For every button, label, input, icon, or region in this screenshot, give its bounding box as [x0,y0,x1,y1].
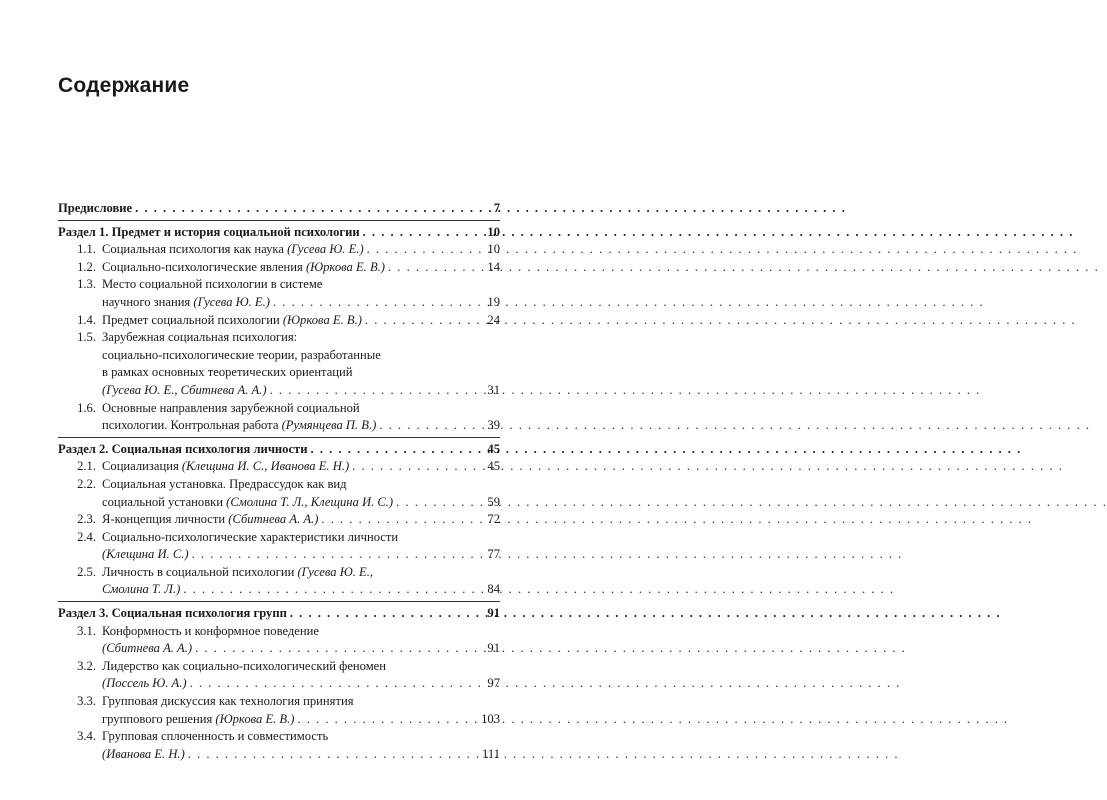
toc-entry [58,658,500,693]
entry-line [102,746,500,764]
entry-line [58,605,500,623]
entry-line [102,623,500,641]
toc-entry [58,329,500,399]
dot-leader [273,294,483,312]
entry-title: Групповая сплоченность и совместимость [102,729,329,744]
entry-number: 1.5. [77,330,96,345]
entry-title: Раздел 1. Предмет и история социальной психологии [58,224,360,239]
entry-line [102,259,500,277]
entry-line [102,312,500,330]
dot-leader [135,200,483,218]
entry-title: социально-психологические теории, разработанные [102,347,381,362]
entry-line [102,400,500,418]
page-number: 91 [487,641,500,656]
toc-entry [58,623,500,658]
entry-line [102,476,500,494]
entry-title: группового решения [102,711,216,726]
section-divider [58,437,500,438]
entry-author: (Клещина И. С., Иванова Е. Н.) [181,459,350,474]
toc-entry [58,400,500,435]
entry-title: Социально-психологические характеристики личности [102,529,399,544]
page-number: 72 [487,512,500,527]
entry-author: (Сбитнева А. А.) [102,641,193,656]
dot-leader [183,581,483,599]
entry-number: 2.1. [77,459,96,474]
entry-line [102,276,500,294]
entry-number: 1.4. [77,312,96,327]
page-number: 31 [487,382,500,397]
toc-entry [58,458,500,476]
dot-leader [192,546,483,564]
entry-line [102,241,500,259]
page-number: 77 [487,547,500,562]
page-number: 39 [487,418,500,433]
dot-leader [290,605,483,623]
dot-leader [188,746,479,764]
entry-author: (Гусева Ю. Е.) [287,242,364,257]
page-title: Содержание [58,74,190,97]
entry-author: (Клещина И. С.) [102,547,189,562]
dot-leader [297,711,478,729]
toc-entry [58,241,500,259]
entry-line [102,382,500,400]
toc-entry [58,564,500,599]
entry-title: Место социальной психологии в системе [102,277,323,292]
entry-line [102,728,500,746]
entry-author: Смолина Т. Л.) [102,582,181,597]
toc-entry [58,693,500,728]
entry-title: социальной установки [102,494,227,509]
entry-author: (Иванова Е. Н.) [102,746,185,761]
entry-title: Предмет социальной психологии [102,312,283,327]
entry-author: (Юркова Е. В.) [215,711,295,726]
dot-leader [388,259,483,277]
entry-title: Групповая дискуссия как технология принятия [102,694,354,709]
entry-title: в рамках основных теоретических ориентаций [102,365,353,380]
dot-leader [195,640,483,658]
dot-leader [190,675,483,693]
page-number: 7 [493,201,500,215]
dot-leader [367,241,483,259]
entry-title: Лидерство как социально-психологический феномен [102,658,387,673]
entry-line [102,458,500,476]
entry-number: 3.1. [77,623,96,638]
entry-title: Социальная установка. Предрассудок как вид [102,476,347,491]
entry-title: Предисловие [58,201,133,215]
page-number: 111 [482,746,500,761]
dot-leader [396,494,483,512]
entry-title: Раздел 3. Социальная психология групп [58,606,287,621]
page-number: 10 [487,242,500,257]
page-number: 84 [487,582,500,597]
entry-line [102,494,500,512]
dot-leader [363,224,483,242]
entry-title: Основные направления зарубежной социальной [102,400,360,415]
dot-leader [321,511,483,529]
entry-line [102,347,500,365]
entry-line [102,417,500,435]
entry-title: Конформность и конформное поведение [102,623,319,638]
entry-number: 3.2. [77,658,96,673]
entry-author: (Смолина Т. Л., Клещина И. С.) [226,494,394,509]
entry-title: Социализация [102,459,182,474]
entry-number: 2.2. [77,476,96,491]
entry-title: Социальная психология как наука [102,242,288,257]
toc-section-heading [58,200,500,218]
toc-entry [58,511,500,529]
entry-author: (Поссель Ю. А.) [102,676,187,691]
entry-number: 3.3. [77,694,96,709]
entry-title: Зарубежная социальная психология: [102,330,298,345]
entry-number: 2.3. [77,512,96,527]
entry-number: 1.3. [77,277,96,292]
entry-line [102,675,500,693]
entry-author: (Румянцева П. В.) [281,418,377,433]
dot-leader [270,382,483,400]
entry-title: научного знания [102,294,194,309]
entry-line [58,224,500,242]
entry-author: (Гусева Ю. Е., [297,564,374,579]
entry-number: 2.5. [77,564,96,579]
entry-line [102,640,500,658]
page-number: 103 [481,711,500,726]
entry-line [58,441,500,459]
entry-line [102,511,500,529]
page-number: 10 [487,224,500,239]
entry-title: психологии. Контрольная работа [102,418,282,433]
section-divider [58,220,500,221]
entry-line [102,711,500,729]
entry-line [102,564,500,582]
entry-line [102,658,500,676]
page-number: 19 [487,294,500,309]
entry-title: Социально-психологические явления [102,259,306,274]
page-number: 59 [487,494,500,509]
section-divider [58,601,500,602]
entry-line [58,200,500,218]
toc-entry [58,529,500,564]
entry-number: 3.4. [77,729,96,744]
toc-entry [58,312,500,330]
entry-line [102,529,500,547]
page-number: 91 [487,606,500,621]
entry-number: 1.2. [77,259,96,274]
dot-leader [365,312,483,330]
entry-number: 1.1. [77,242,96,257]
toc-section-heading [58,224,500,242]
entry-author: (Сбитнева А. А.) [228,512,319,527]
entry-author: (Гусева Ю. Е., Сбитнева А. А.) [102,382,267,397]
toc-section-heading [58,605,500,623]
page-number: 45 [487,459,500,474]
toc-entry [58,728,500,763]
entry-title: Личность в социальной психологии [102,564,298,579]
toc-section-heading [58,441,500,459]
entry-line [102,546,500,564]
dot-leader [352,458,483,476]
dot-leader [379,417,483,435]
entry-title: Раздел 2. Социальная психология личности [58,441,308,456]
entry-line [102,329,500,347]
entry-number: 1.6. [77,400,96,415]
page-number: 97 [487,676,500,691]
entry-line [102,693,500,711]
entry-title: Я-концепция личности [102,512,229,527]
entry-line [102,294,500,312]
toc-entry [58,476,500,511]
entry-number: 2.4. [77,529,96,544]
dot-leader [311,441,483,459]
toc-entry [58,259,500,277]
toc-entry [58,276,500,311]
entry-author: (Гусева Ю. Е.) [193,294,270,309]
page-number: 24 [487,312,500,327]
page-number: 14 [487,259,500,274]
entry-author: (Юркова Е. В.) [282,312,362,327]
page-number: 45 [487,441,500,456]
entry-line [102,581,500,599]
entry-author: (Юркова Е. В.) [305,259,385,274]
table-of-contents [58,200,500,763]
entry-line [102,364,500,382]
